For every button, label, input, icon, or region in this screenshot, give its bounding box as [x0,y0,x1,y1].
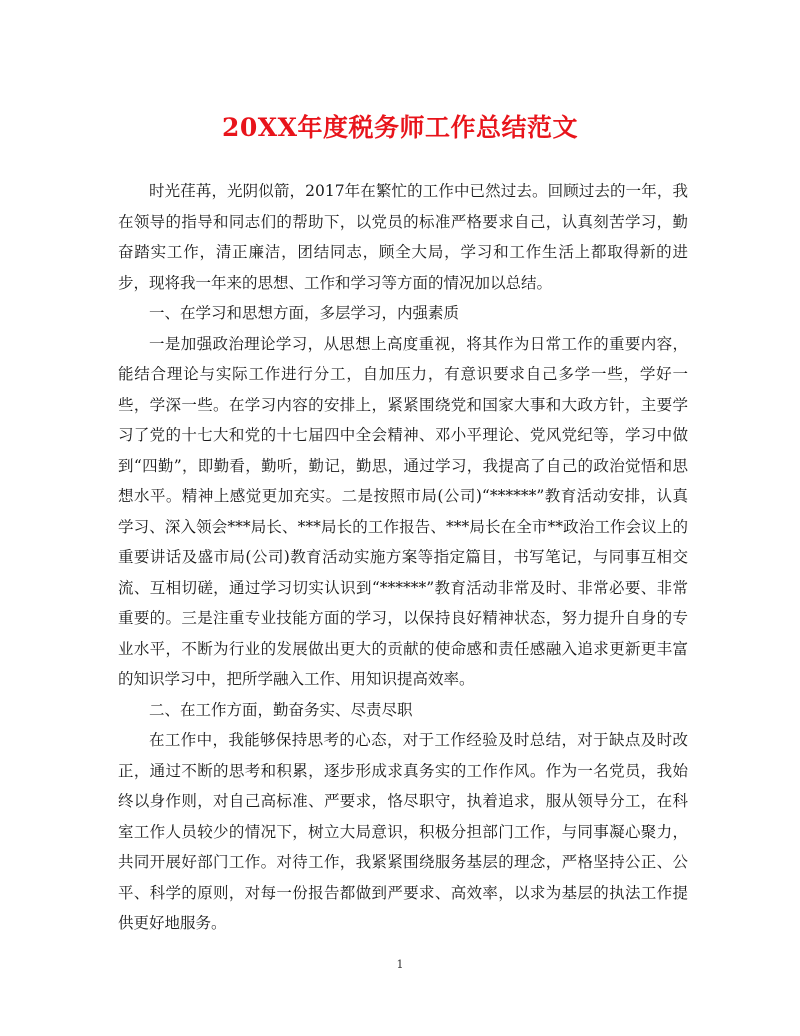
section-heading-study: 一、在学习和思想方面，多层学习，内强素质 [149,304,460,322]
paragraph-work: 在工作中，我能够保持思考的心态，对于工作经验及时总结，对于缺点及时改正，通过不断的思考和积累，逐步形成求真务实的工作作风。作为一名党员，我始终以身作则，对自己高标准、严要求，恪尽职守，执着追求，服从领导分工，在科室工作人员较少的情况下，树立大局意识，积极分担部门工作，与同事凝心聚力，共同开展好部门工作。对待工作，我紧紧围绕服务基层的理念，严格坚持公正、公平、科学的原则，对每一份报告都做到严要求、高效率，以求为基层的执法工作提供更好地服务。 [118,731,688,932]
page-number: 1 [396,958,404,971]
paragraph-study: 一是加强政治理论学习，从思想上高度重视，将其作为日常工作的重要内容，能结合理论与实际工作进行分工，自加压力，有意识要求自己多学一些，学好一些，学深一些。在学习内容的安排上，紧紧围绕党和国家大事和大政方针，主要学习了党的十七大和党的十七届四中全会精神、邓小平理论、党风党纪等，学习中做到“四勤”，即勤看，勤听，勤记，勤思，通过学习，我提高了自己的政治觉悟和思想水平。精神上感觉更加充实。二是按照市局(公司)“******”教育活动安排，认真学习、深入领会***局长、***局长的工作报告、***局长在全市**政治工作会议上的重要讲话及盛市局(公司)教育活动实施方案等指定篇目，书写笔记，与同事互相交流、互相切磋，通过学习切实认识到“******”教育活动非常及时、非常必要、非常重要的。三是注重专业技能方面的学习，以保持良好精神状态，努力提升自身的专业水平，不断为行业的发展做出更大的贡献的使命感和责任感融入追求更新更丰富的知识学习中，把所学融入工作、用知识提高效率。 [118,334,688,688]
document-body [118,176,688,939]
document-title: 20XX年度税务师工作总结范文 [221,113,579,142]
paragraph-intro: 时光荏苒，光阴似箭，2017年在繁忙的工作中已然过去。回顾过去的一年，我在领导的指导和同志们的帮助下，以党员的标准严格要求自己，认真刻苦学习，勤奋踏实工作，清正廉洁，团结同志，顾全大局，学习和工作生活上都取得新的进步，现将我一年来的思想、工作和学习等方面的情况加以总结。 [118,182,688,292]
section-heading-work: 二、在工作方面，勤奋务实、尽责尽职 [149,700,413,719]
